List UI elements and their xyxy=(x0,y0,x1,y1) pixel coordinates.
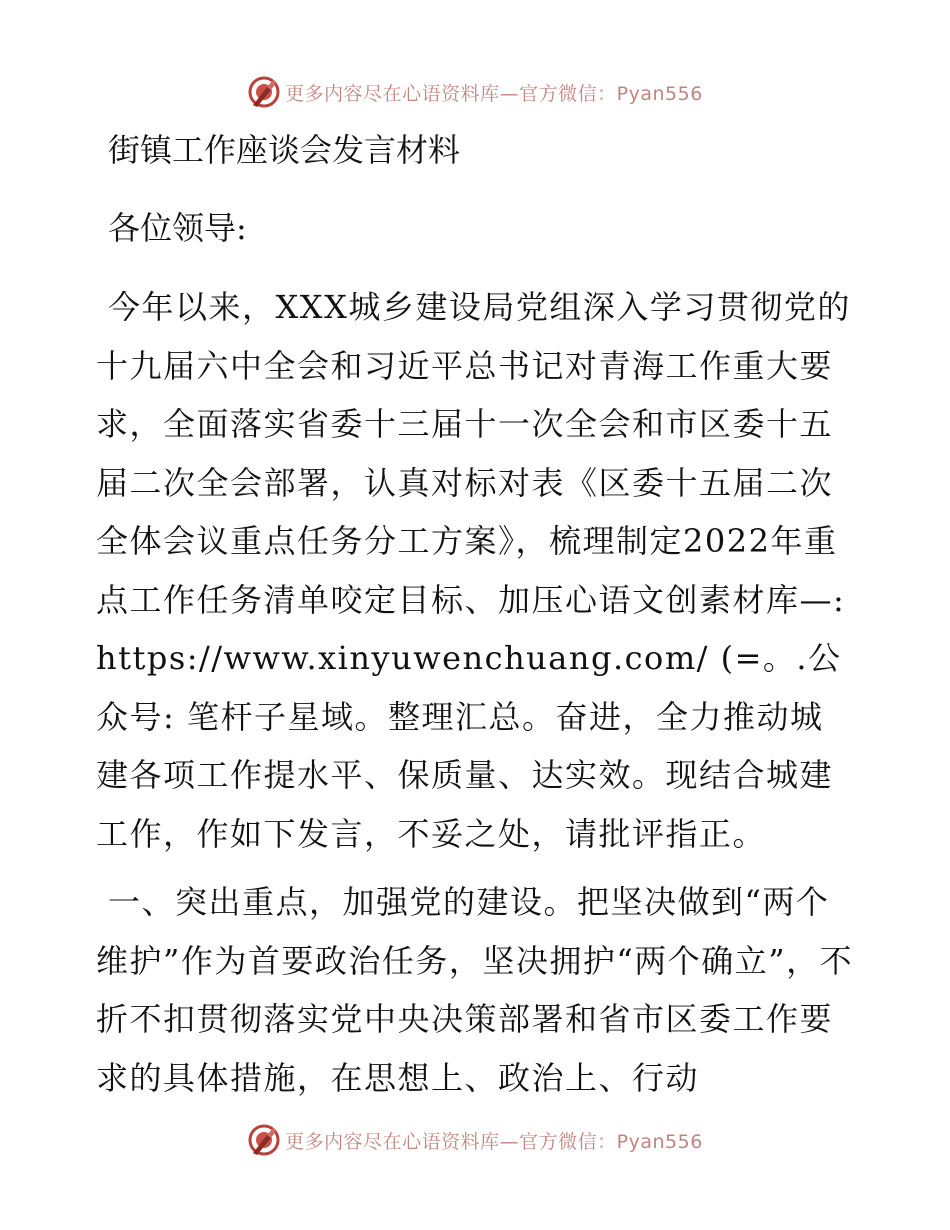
footer-watermark xyxy=(0,1120,950,1160)
document-title: 街镇工作座谈会发言材料 xyxy=(108,131,461,169)
watermark-text: 更多内容尽在心语资料库—官方微信：Pyan556 xyxy=(285,82,703,105)
document-body xyxy=(96,122,856,1117)
pen-circle-logo-icon xyxy=(247,75,281,109)
paragraph-section-one: 一、突出重点，加强党的建设。把坚决做到“两个维护”作为首要政治任务，坚决拥护“两个确立”，不折不扣贯彻落实党中央决策部署和省市区委工作要求的具体措施，在思想上、政治上、行动 xyxy=(96,883,854,1097)
header-watermark xyxy=(0,72,950,112)
paragraph-intro: 今年以来，XXX城乡建设局党组深入学习贯彻党的十九届六中全会和习近平总书记对青海工作重大要求，全面落实省委十三届十一次全会和市区委十五届二次全会部署，认真对标对表《区委十五届二次全体会议重点任务分工方案》，梳理制定2022年重点工作任务清单咬定目标、加压心语文创素材库—: https://www.xinyuwenchuang.com/ (=。.公众号: 笔杆子星域。整理汇总。奋进，全力推动城建各项工作提水平、保质量、达实效。现结合城建工作，作如下发言，不妥之处，请批评指正。 xyxy=(96,288,851,853)
pen-circle-logo-icon xyxy=(247,1123,281,1157)
watermark-text: 更多内容尽在心语资料库—官方微信：Pyan556 xyxy=(285,1130,703,1153)
salutation: 各位领导: xyxy=(108,209,247,247)
